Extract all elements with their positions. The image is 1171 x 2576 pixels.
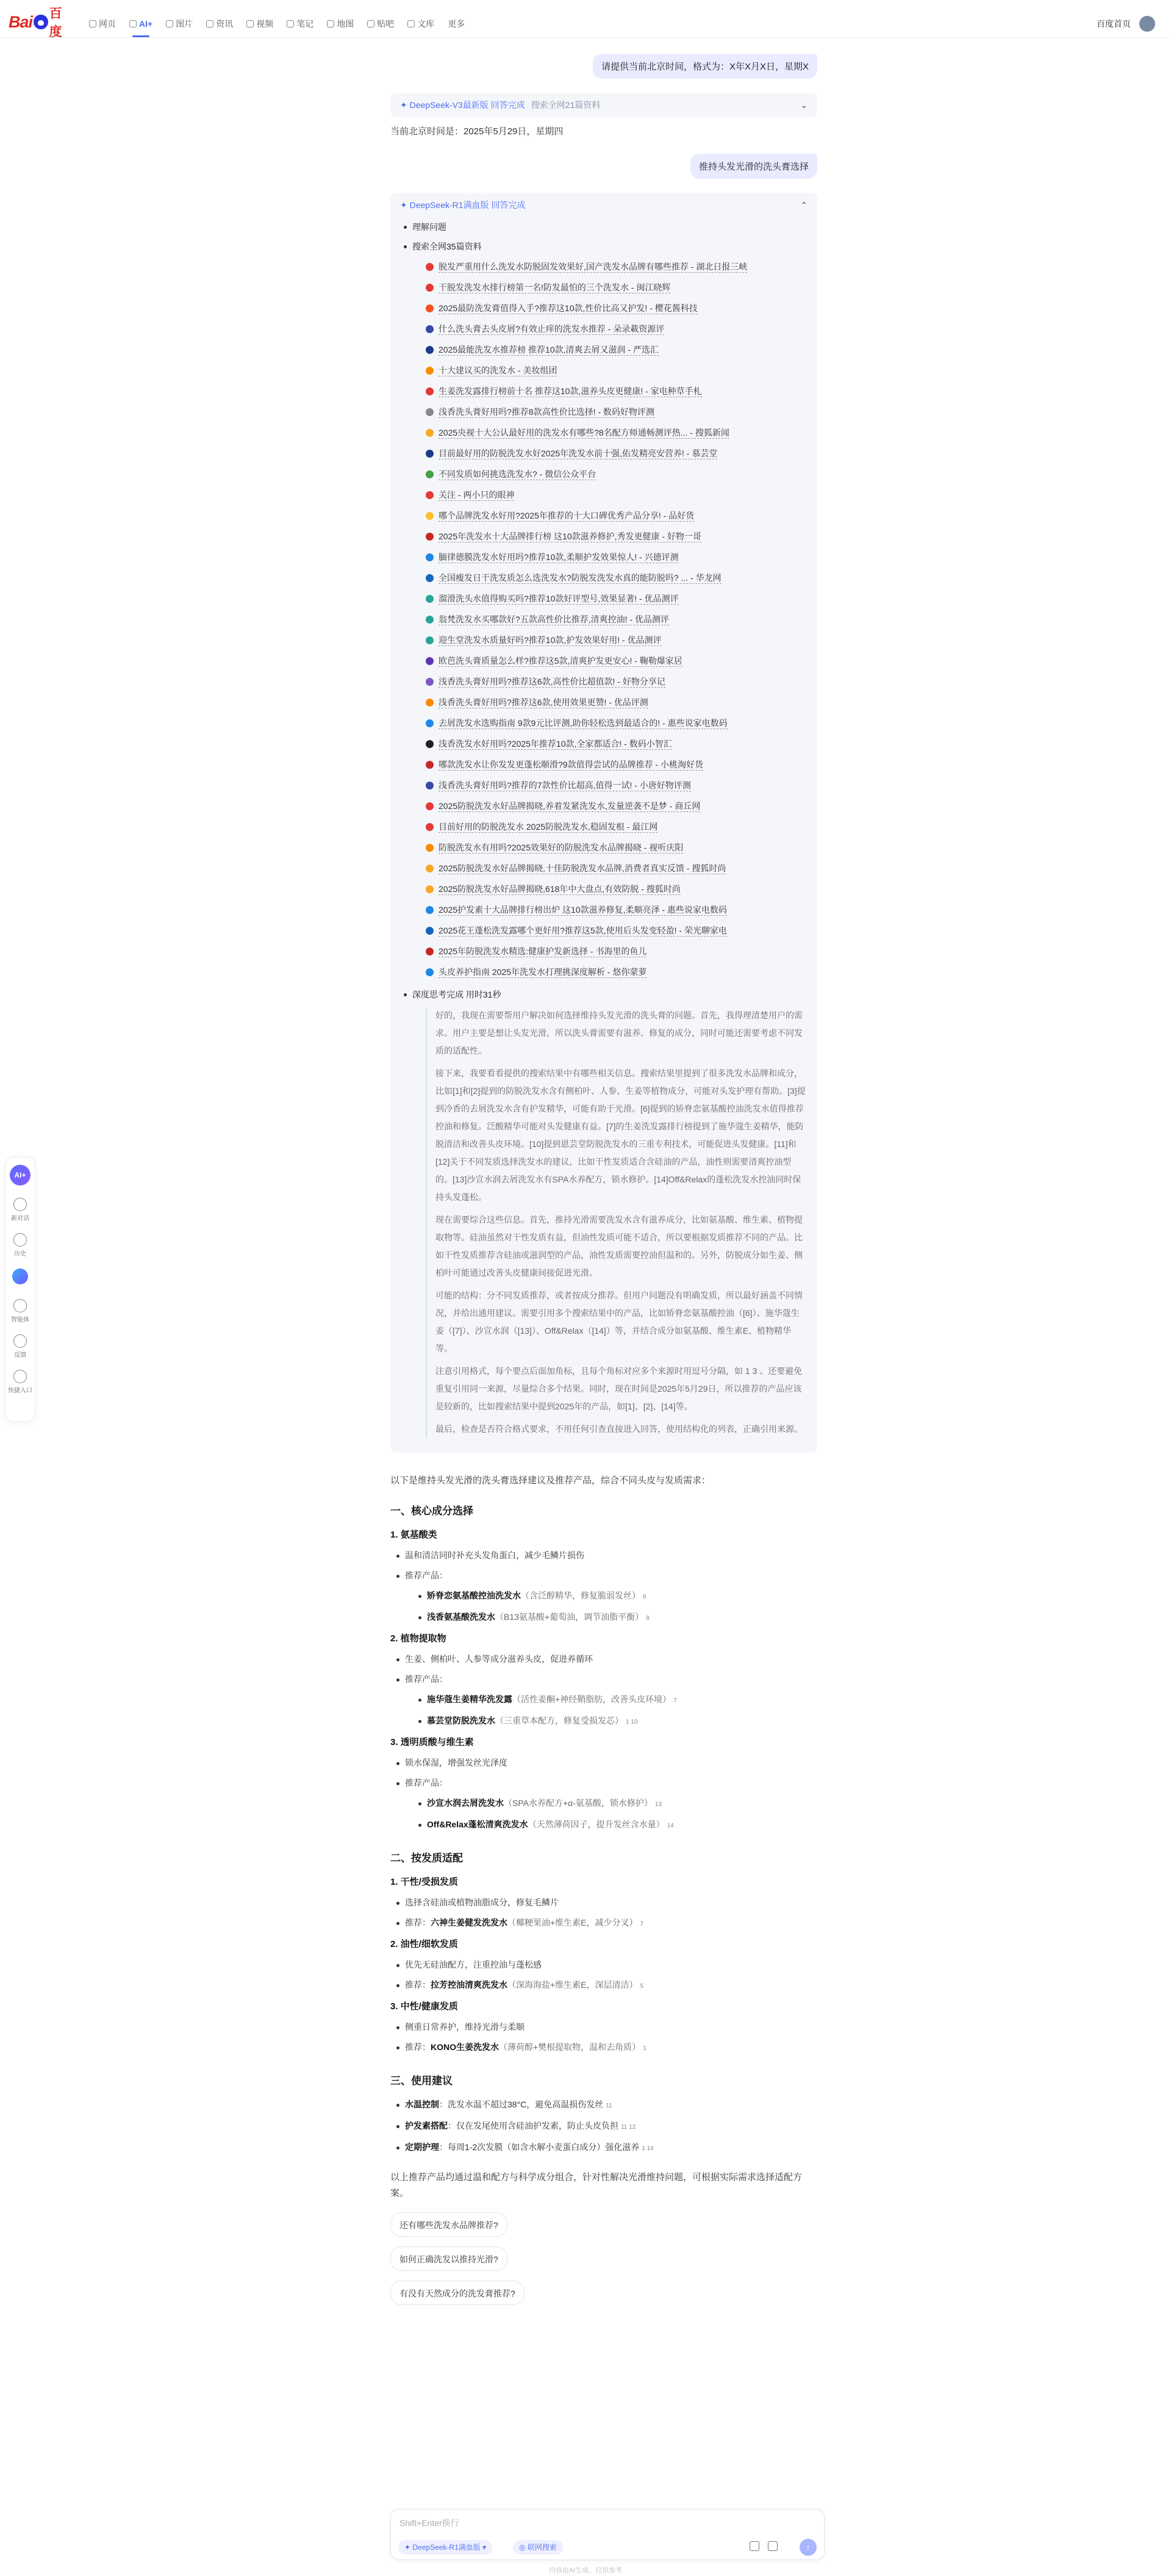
product-name: 矫脊恋氨基酸控油洗发水 xyxy=(427,1591,521,1600)
bullet-prefix: 推荐： xyxy=(405,2042,431,2052)
source-title: 2025年洗发水十大品牌排行榜 这10款滋养修护,秀发更健康 - 好物一哥 xyxy=(439,531,701,541)
shortcut-icon xyxy=(13,1370,27,1383)
model-status-label: DeepSeek-V3最新版 回答完成 xyxy=(409,100,525,110)
product-recommendation xyxy=(390,1711,817,1732)
floating-sidebar xyxy=(5,1157,35,1422)
source-link[interactable] xyxy=(426,879,808,899)
library-icon xyxy=(407,20,415,27)
suggested-question[interactable]: 还有哪些洗发水品牌推荐? xyxy=(390,2212,507,2237)
site-favicon-icon xyxy=(426,304,434,312)
product-name: 拉芳控油清爽洗发水 xyxy=(431,1980,507,1990)
source-link[interactable] xyxy=(426,588,808,609)
disclaimer: 内容由AI生成，仅供参考 xyxy=(548,2567,623,2574)
source-title: 2025防脱洗发水好品牌揭晓,618年中大盘点,有效防脱 - 搜狐时尚 xyxy=(439,883,681,894)
source-title: 2025护发素十大品牌排行榜出炉 这10款滋养修复,柔顺亮泽 - 惠些说家电数码 xyxy=(439,904,727,915)
folder-icon[interactable] xyxy=(750,2541,759,2551)
nav-tab-9[interactable] xyxy=(448,18,465,30)
source-link[interactable] xyxy=(426,567,808,588)
source-title: 浅香洗头膏好用吗?推荐的7款性价比超高,值得一试! - 小唐好物评测 xyxy=(439,780,691,790)
user-question-1: 请提供当前北京时间，格式为：X年X月X日，星期X xyxy=(593,54,817,79)
source-link[interactable] xyxy=(426,671,808,692)
step-search: 搜索全网35篇资料 xyxy=(404,237,808,256)
nav-tab-label: 更多 xyxy=(448,19,465,29)
source-title: 目前最好用的防脱洗发水好2025年洗发水前十强,佑发精亮安营养! - 慕芸堂 xyxy=(439,448,718,458)
search-icon xyxy=(89,20,96,27)
product-desc: （椰粳果油+维生素E，减少分叉） xyxy=(507,1918,638,1927)
bullet-item: 推荐产品： xyxy=(390,1566,817,1586)
reasoning-text xyxy=(426,1007,808,1438)
source-link[interactable] xyxy=(426,630,808,650)
product-desc: （薄荷醇+樊根提取物，温和去角质） xyxy=(499,2042,641,2052)
source-link[interactable] xyxy=(426,422,808,443)
source-link[interactable] xyxy=(426,962,808,982)
paw-icon xyxy=(34,15,48,29)
source-title: 哪款洗发水让你发发更蓬松顺滑?9款值得尝试的品牌推荐 - 小桃淘好货 xyxy=(439,759,704,769)
source-title: 腼律德膜洗发水好用吗?推荐10款,柔顺护发效果惊人! - 兴德评测 xyxy=(439,552,679,562)
bullet-item: 生姜、侧柏叶、人参等成分滋养头皮，促进养循环 xyxy=(390,1649,817,1669)
source-link[interactable] xyxy=(426,277,808,298)
nav-tab-label: 视频 xyxy=(256,19,274,29)
source-link[interactable] xyxy=(426,796,808,816)
ai-plus-icon[interactable]: AI+ xyxy=(10,1165,30,1185)
source-list xyxy=(404,256,808,982)
nav-tab-label: 贴吧 xyxy=(377,19,395,29)
site-favicon-icon xyxy=(426,346,434,354)
site-favicon-icon xyxy=(426,512,434,520)
section-heading-3: 三、使用建议 xyxy=(390,2075,453,2087)
model-selector-label: DeepSeek-R1满血版 xyxy=(412,2543,481,2552)
answer-2 xyxy=(390,1473,817,2315)
sidebar-item-2[interactable] xyxy=(11,1299,29,1323)
source-title: 迎生堂洗发水质量好吗?推荐10款,护发效果好用! - 优品测评 xyxy=(439,635,662,645)
site-favicon-icon xyxy=(426,802,434,810)
section-heading-2: 二、按发质适配 xyxy=(390,1852,463,1864)
logo-text-bai: Bai xyxy=(9,12,33,31)
answer-intro: 以下是维持头发光滑的洗头膏选择建议及推荐产品，综合不同头皮与发质需求： xyxy=(390,1475,711,1486)
product-name: 施华蔻生姜精华洗发露 xyxy=(427,1694,512,1704)
source-title: 2025花王蓬松洗发露哪个更好用?推荐这5款,使用后头发变轻盈! - 荣光聊家电 xyxy=(439,925,727,935)
site-favicon-icon xyxy=(426,491,434,499)
nav-tab-label: AI+ xyxy=(139,19,153,29)
source-link[interactable] xyxy=(426,256,808,277)
sidebar-item-3[interactable] xyxy=(13,1334,27,1359)
site-favicon-icon xyxy=(426,885,434,893)
tip-desc: ：每周1-2次发膜（如含水解小麦蛋白成分）强化滋养 xyxy=(439,2142,640,2152)
source-title: 生姜洗发露排行榜前十名 推荐这10款,滋养头皮更健康! - 家电种草手札 xyxy=(439,386,702,396)
sidebar-item-label: 反馈 xyxy=(14,1352,26,1359)
map-icon xyxy=(327,20,334,27)
bullet-prefix: 推荐： xyxy=(405,1980,431,1990)
ai-icon xyxy=(129,20,137,27)
usage-tip xyxy=(390,2095,817,2116)
source-title: 2025年防脱洗发水精选:健康护发新选择 - 书海里的鱼儿 xyxy=(439,946,647,956)
active-tab-indicator xyxy=(132,35,149,37)
nav-tab-label: 资讯 xyxy=(216,19,234,29)
citation-marker: 6 xyxy=(643,1594,646,1600)
tip-name: 定期护理 xyxy=(405,2142,439,2152)
bullet-item: 推荐产品： xyxy=(390,1773,817,1793)
source-title: 浅香洗发水好用吗?2025年推荐10款,全家都适合! - 数码小智汇 xyxy=(439,738,672,749)
site-favicon-icon xyxy=(426,616,434,624)
site-favicon-icon xyxy=(426,284,434,292)
product-desc: （B13氨基酸+葡萄油，调节油脂平衡） xyxy=(495,1612,644,1622)
product-name: Off&Relax蓬松清爽洗发水 xyxy=(427,1819,528,1829)
news-icon xyxy=(206,20,213,27)
source-link[interactable] xyxy=(426,401,808,422)
subsection-title: 1. 干性/受损发质 xyxy=(390,1877,458,1887)
section-heading-1: 一、核心成分选择 xyxy=(390,1505,473,1517)
sparkle-icon: ✦ xyxy=(400,99,410,110)
source-link[interactable] xyxy=(426,713,808,733)
site-favicon-icon xyxy=(426,325,434,333)
answer-1: 当前北京时间是：2025年5月29日，星期四 xyxy=(390,126,564,137)
nav-tab-1[interactable] xyxy=(129,18,152,30)
product-name: 慕芸堂防脱洗发水 xyxy=(427,1716,495,1725)
site-favicon-icon xyxy=(426,927,434,935)
product-recommendation xyxy=(390,1607,817,1628)
tieba-icon xyxy=(367,20,374,27)
model-status-bar-1[interactable] xyxy=(390,93,817,117)
site-favicon-icon xyxy=(426,367,434,375)
usage-tip xyxy=(390,2116,817,2137)
step-deep-think: 深度思考完成 用时31秒 xyxy=(404,985,808,1004)
bullet-item xyxy=(390,2037,817,2059)
nav-tab-label: 地图 xyxy=(337,19,354,29)
site-favicon-icon xyxy=(426,553,434,561)
source-title: 脱发严重用什么洗发水防脱固发效果好,国产洗发水品牌有哪些推荐 - 湖北日报三峡 xyxy=(439,261,748,272)
tip-desc: ：仅在发尾使用含硅油护发素，防止头皮负担 xyxy=(448,2121,618,2131)
source-link[interactable] xyxy=(426,650,808,671)
send-button[interactable]: ↑ xyxy=(800,2539,817,2556)
source-title: 浅香洗头膏好用吗?推荐这6款,高性价比超值款! - 好物分享记 xyxy=(439,676,665,686)
source-link[interactable] xyxy=(426,318,808,339)
product-desc: （活性姜酮+神经鞘脂肪，改善头皮环境） xyxy=(512,1694,671,1704)
source-link[interactable] xyxy=(426,464,808,484)
nav-tab-3[interactable] xyxy=(206,18,233,30)
source-title: 全国瘦发日干洗发质怎么选洗发水?防脱发洗发水真的能防脱吗? ... - 华龙网 xyxy=(439,572,722,583)
product-desc: （含泛醇精华，修复脆弱发丝） xyxy=(521,1591,640,1600)
citation-marker: 7 xyxy=(640,1921,644,1927)
agent-icon xyxy=(13,1299,27,1312)
usage-tip xyxy=(390,2137,817,2159)
subsection-title: 3. 透明质酸与维生素 xyxy=(390,1737,474,1747)
site-favicon-icon xyxy=(426,948,434,955)
answer-outro: 以上推荐产品均通过温和配方与科学成分组合，针对性解决光滑维持问题，可根据实际需求选择适配方案。 xyxy=(390,2172,803,2198)
product-desc: （天然薄荷因子，提升发丝含水量） xyxy=(528,1819,665,1829)
source-link[interactable] xyxy=(426,692,808,713)
step-understand: 理解问题 xyxy=(404,217,808,237)
reasoning-paragraph: 好的，我现在需要帮用户解决如何选择维持头发光滑的洗头膏的问题。首先，我得理清楚用户的需求。用户主要是想让头发光滑，所以洗头膏需要有滋养、修复的成分，同时可能还需要考虑不同发质的适配性。 xyxy=(435,1010,803,1056)
site-favicon-icon xyxy=(426,782,434,790)
source-title: 浅香洗头膏好用吗?推荐这6款,使用效果更赞! - 优品评测 xyxy=(439,697,648,707)
feedback-icon xyxy=(13,1334,27,1348)
source-title: 2025央视十大公认最好用的洗发水有哪些?8名配方师通畅测评热... - 搜狐新闻 xyxy=(439,427,729,437)
nav-tab-label: 网页 xyxy=(99,19,116,29)
source-title: 2025最防洗发膏值得入手?推荐这10款,性价比高又护发! - 樱花酱科技 xyxy=(439,303,698,313)
source-link[interactable] xyxy=(426,443,808,464)
sidebar-item-4[interactable] xyxy=(8,1370,32,1394)
avatar[interactable] xyxy=(1139,16,1155,32)
source-link[interactable] xyxy=(426,816,808,837)
site-favicon-icon xyxy=(426,595,434,603)
citation-marker: 5 xyxy=(640,1983,644,1990)
source-title: 2025最能洗发水推荐榜 推荐10款,清爽去屑又滋润 - 严选汇 xyxy=(439,344,659,354)
source-link[interactable] xyxy=(426,381,808,401)
image-upload-icon[interactable] xyxy=(768,2541,778,2551)
site-favicon-icon xyxy=(426,719,434,727)
top-nav xyxy=(89,18,478,30)
source-title: 不同发质如何挑选洗发水? - 微信公众平台 xyxy=(439,469,596,479)
sidebar-item-label: 新对话 xyxy=(11,1215,29,1222)
nav-tab-8[interactable] xyxy=(407,18,434,30)
source-link[interactable] xyxy=(426,899,808,920)
bullet-item: 选择含硅油或植物油脂成分，修复毛鳞片 xyxy=(390,1893,817,1913)
source-link[interactable] xyxy=(426,837,808,858)
sidebar-item-label: 快捷入口 xyxy=(8,1387,32,1394)
product-recommendation xyxy=(390,1689,817,1711)
reasoning-paragraph: 可能的结构：分不同发质推荐，或者按成分推荐。但用户问题没有明确发质，所以最好涵盖不同情况，并给出通用建议。需要引用多个搜索结果中的产品，比如矫脊恋氨基酸控油（[6]）、施华蔻生姜（[7]）、沙宣水润（[13]）、Off&Relax（[14]）等，并结合成分如氨基酸、维生素E、植物精华等。 xyxy=(435,1290,803,1353)
source-link[interactable] xyxy=(426,339,808,360)
section-3 xyxy=(390,2095,817,2159)
image-icon xyxy=(166,20,173,27)
chat-input-box[interactable] xyxy=(390,2509,825,2560)
site-favicon-icon xyxy=(426,865,434,872)
source-link[interactable] xyxy=(426,733,808,754)
source-title: 2025防脱洗发水好品牌揭晓,十佳防脱洗发水品牌,消费者真实反馈 - 搜狐时尚 xyxy=(439,863,726,873)
web-search-toggle[interactable]: ◎ 联网搜索 xyxy=(513,2540,563,2555)
chevron-down-icon[interactable]: ⌄ xyxy=(800,99,808,110)
citation-marker: 7 xyxy=(673,1697,677,1704)
citation-marker: 13 xyxy=(654,1801,662,1808)
baidu-logo[interactable] xyxy=(9,7,74,39)
source-title: 浅香洗头膏好用吗?推荐8款高性价比选择! - 数码好物评测 xyxy=(439,406,654,417)
reasoning-panel xyxy=(390,193,817,1453)
model-status-label: DeepSeek-R1满血版 回答完成 xyxy=(409,200,526,210)
sidebar-item-0[interactable] xyxy=(11,1198,29,1222)
bullet-item xyxy=(390,1913,817,1934)
bullet-item: 优先无硅油配方，注重控油与蓬松感 xyxy=(390,1955,817,1975)
model-selector[interactable]: ✦ DeepSeek-R1满血版 ▾ xyxy=(398,2540,492,2555)
product-desc: （深海海盐+维生素E，深层清洁） xyxy=(507,1980,638,1990)
source-title: 2025防脱洗发水好品牌揭晓,养着发紧洗发水,发量逆袭不是梦 - 商丘网 xyxy=(439,801,701,811)
citation-marker: 1 10 xyxy=(626,1719,638,1725)
top-right xyxy=(1097,16,1155,32)
nav-tab-0[interactable] xyxy=(89,18,116,30)
subsection-title: 2. 油性/细软发质 xyxy=(390,1939,458,1949)
product-desc: （SPA水养配方+α-氨基酸，锁水修护） xyxy=(504,1798,653,1808)
bullet-item: 锁水保湿，增强发丝光泽度 xyxy=(390,1753,817,1773)
product-name: 浅香氨基酸洗发水 xyxy=(427,1612,495,1622)
product-name: 沙宣水润去屑洗发水 xyxy=(427,1798,504,1808)
sparkle-icon: ✦ xyxy=(400,200,410,210)
reasoning-paragraph: 注意引用格式，每个要点后面加角标，且每个角标对应多个来源时用逗号分隔，如 1 3 。还要避免重复引用同一来源，尽量综合多个结果。同时，现在时间是2025年5月29日，所以推荐的产品应该是较新的，比如搜索结果中提到2025年的产品，如[1]、[2]、[14]等。 xyxy=(435,1366,803,1411)
sidebar-item-label: 智能体 xyxy=(11,1317,29,1323)
product-desc: （三重草本配方，修复受损发芯） xyxy=(495,1716,623,1725)
site-favicon-icon xyxy=(426,761,434,769)
bullet-item: 侧重日常养护，维持光滑与柔顺 xyxy=(390,2017,817,2037)
citation-marker: 1 xyxy=(643,2045,646,2052)
user-question-2: 推持头发光滑的洗头膏选择 xyxy=(690,154,817,179)
citation-marker: 8 xyxy=(646,1615,650,1622)
nav-tab-4[interactable] xyxy=(246,18,273,30)
citation-marker: 14 xyxy=(667,1822,674,1829)
source-link[interactable] xyxy=(426,920,808,941)
site-favicon-icon xyxy=(426,533,434,541)
source-link[interactable] xyxy=(426,775,808,796)
source-link[interactable] xyxy=(426,360,808,381)
citation-marker: 1 14 xyxy=(642,2145,654,2152)
bullet-item: 推荐产品： xyxy=(390,1669,817,1689)
product-recommendation xyxy=(390,1586,817,1607)
search-count-label: 搜索全网21篇资料 xyxy=(531,100,601,110)
tip-desc: ：洗发水温不超过38°C，避免高温损伤发丝 xyxy=(439,2099,604,2109)
history-icon xyxy=(13,1233,27,1247)
bullet-item xyxy=(390,1975,817,1996)
suggestion-list xyxy=(390,2212,817,2315)
source-title: 目前好用的防脱洗发水 2025防脱洗发水,稳固发根 - 最江网 xyxy=(439,821,658,832)
subsection-title: 2. 植物提取物 xyxy=(390,1633,446,1644)
source-title: 哪个品牌洗发水好用?2025年推荐的十大口碑优秀产品分享! - 品好货 xyxy=(439,510,695,520)
site-favicon-icon xyxy=(426,906,434,914)
new-chat-icon xyxy=(13,1198,27,1211)
site-favicon-icon xyxy=(426,470,434,478)
site-favicon-icon xyxy=(426,678,434,686)
chevron-up-icon[interactable]: ⌃ xyxy=(800,200,808,210)
site-favicon-icon xyxy=(426,387,434,395)
nav-tab-label: 笔记 xyxy=(296,19,314,29)
suggested-question[interactable]: 有没有天然成分的洗发膏推荐? xyxy=(390,2281,525,2305)
source-link[interactable] xyxy=(426,484,808,505)
source-title: 溜滑洗头水值得购买吗?推荐10款好评型号,效果显著! - 优品测评 xyxy=(439,593,679,603)
nav-tab-7[interactable] xyxy=(367,18,394,30)
source-link[interactable] xyxy=(426,941,808,962)
product-recommendation xyxy=(390,1793,817,1815)
tip-name: 水温控制 xyxy=(405,2099,439,2109)
site-favicon-icon xyxy=(426,844,434,852)
product-recommendation xyxy=(390,1815,817,1836)
source-title: 干脱发洗发水排行榜第一名!防发最怕的三个洗发水 - 闽江晓辉 xyxy=(439,282,671,292)
section-1 xyxy=(390,1525,817,1836)
site-favicon-icon xyxy=(426,263,434,271)
sidebar-item-1[interactable] xyxy=(13,1233,27,1257)
source-title: 翁梵洗发水买哪款好?五款高性价比推荐,清爽控油! - 优品测评 xyxy=(439,614,670,624)
citation-marker: 11 xyxy=(606,2103,612,2109)
suggested-question[interactable]: 如何正确洗发以推持光滑? xyxy=(390,2247,507,2271)
site-favicon-icon xyxy=(426,968,434,976)
reasoning-paragraph: 接下来，我要看看提供的搜索结果中有哪些相关信息。搜索结果里提到了很多洗发水品牌和成分，比如[1]和[2]提到的防脱洗发水含有侧柏叶、人参、生姜等植物成分，可能对头发护理有帮助。[3]提到冷香的去屑洗发水含有护发精华，可能有助于光滑。[6]提到的矫脊恋氨基酸控油洗发水值得推荐控油和修复。泛酸精华可能对头发健康有益。[7]的生姜洗发露排行榜提到了施华蔻生姜精华，能防脱清洁和改善头皮环境。[10]提到恩芸堂防脱洗发水的三重专利技术，可能促进头发健康。[11]和[12]关于不同发质选择洗发水的建议，比如干性发质适合含硅油的产品，油性则需要清爽控油型的。[13]沙宣水润去屑洗发水有SPA水养配方，锁水修护。[14]Off&Relax的蓬松洗发水控油同时保持头发蓬松。 xyxy=(435,1068,806,1202)
baidu-home-link[interactable]: 百度首页 xyxy=(1097,19,1131,29)
section-2 xyxy=(390,1872,817,2059)
site-favicon-icon xyxy=(426,636,434,644)
source-title: 什么洗头膏去头皮屑?有效止痒的洗发水推荐 - 朵录載资源评 xyxy=(439,323,665,334)
nav-tab-6[interactable] xyxy=(327,18,354,30)
source-link[interactable] xyxy=(426,505,808,526)
logo-text-baidu: 百度 xyxy=(49,7,62,39)
nav-tab-label: 图片 xyxy=(176,19,193,29)
source-link[interactable] xyxy=(426,609,808,630)
source-title: 防脱洗发水有用吗?2025效果好的防脱洗发水品牌揭晓 - 视听庆阳 xyxy=(439,842,684,852)
source-link[interactable] xyxy=(426,298,808,318)
site-favicon-icon xyxy=(426,429,434,437)
subsection-title: 3. 中性/健康发质 xyxy=(390,2001,458,2012)
source-link[interactable] xyxy=(426,858,808,879)
source-link[interactable] xyxy=(426,754,808,775)
reasoning-paragraph: 现在需要综合这些信息。首先，推持光滑需要洗发水含有滋养成分，比如氨基酸、维生素、植物提取物等。硅油虽然对干性发质有益，但油性发质可能不适合，所以要根据发质推荐不同的产品。比如干性发质推荐含硅油或滋润型的产品，油性发质需要控油但温和的。另外，防脱成分如生姜、侧柏叶可能通过改善头皮健康间接促进光滑。 xyxy=(435,1215,803,1278)
web-search-label: 联网搜索 xyxy=(527,2543,557,2552)
chat-input[interactable]: Shift+Enter换行 xyxy=(399,2518,459,2528)
nav-tab-label: 文库 xyxy=(417,19,435,29)
note-icon xyxy=(287,20,294,27)
app-icon[interactable] xyxy=(12,1268,28,1284)
sidebar-item-label: 历史 xyxy=(14,1251,26,1257)
site-favicon-icon xyxy=(426,823,434,831)
model-status-bar-2[interactable] xyxy=(390,193,817,217)
product-name: 六神生姜健发洗发水 xyxy=(431,1918,507,1927)
reasoning-paragraph: 最后，检查是否符合格式要求，不用任何引查直接进入回答，使用结构化的列表，正确引用来源。 xyxy=(435,1424,803,1434)
nav-tab-5[interactable] xyxy=(287,18,313,30)
source-link[interactable] xyxy=(426,526,808,547)
subsection-title: 1. 氨基酸类 xyxy=(390,1530,437,1540)
site-favicon-icon xyxy=(426,574,434,582)
tip-name: 护发素搭配 xyxy=(405,2121,448,2131)
source-title: 去屑洗发水选购指南 9款9元比评测,助你轻松选到最适合的! - 惠些说家电数码 xyxy=(439,718,728,728)
bullet-prefix: 推荐： xyxy=(405,1918,431,1927)
source-link[interactable] xyxy=(426,547,808,567)
nav-tab-2[interactable] xyxy=(166,18,193,30)
site-favicon-icon xyxy=(426,740,434,748)
source-title: 关注 - 两小只的眼神 xyxy=(439,489,515,500)
site-favicon-icon xyxy=(426,699,434,707)
source-title: 欧芭洗头膏质量怎么样?推荐这5款,清爽护发更安心! - 鞠勒爆家居 xyxy=(439,655,682,666)
site-favicon-icon xyxy=(426,450,434,458)
top-bar xyxy=(0,0,1171,38)
site-favicon-icon xyxy=(426,657,434,665)
source-title: 十大建议买的洗发水 - 美妆组团 xyxy=(439,365,557,375)
product-name: KONO生姜洗发水 xyxy=(431,2042,499,2052)
source-title: 头皮养护指南 2025年洗发水打理挑深度解析 - 悠你蒙萝 xyxy=(439,966,647,977)
site-favicon-icon xyxy=(426,408,434,416)
video-icon xyxy=(246,20,254,27)
bullet-item: 温和清洁同时补充头发角蛋白，减少毛鳞片损伤 xyxy=(390,1545,817,1566)
citation-marker: 11 12 xyxy=(621,2124,636,2131)
